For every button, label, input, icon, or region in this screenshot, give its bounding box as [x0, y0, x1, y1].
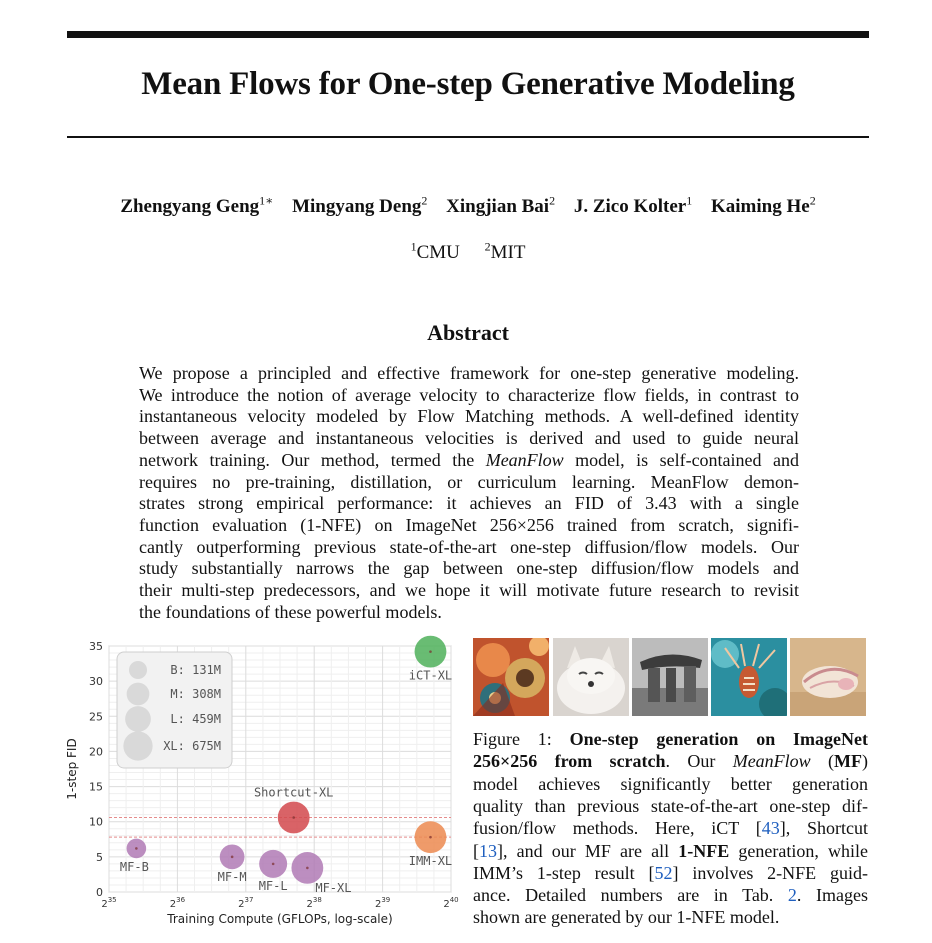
abstract-line: study substantially narrows the gap between one-step diffusion/flow models and — [139, 558, 799, 579]
y-tick-label: 20 — [89, 745, 103, 759]
generated-image-seashell — [790, 638, 866, 716]
author: Zhengyang Geng$^{1∗}$ — [120, 194, 274, 218]
y-tick-label: 25 — [89, 710, 103, 724]
data-point-center — [231, 856, 234, 859]
abstract-line: cantly outperforming previous state-of-the-art one-step diffusion/flow models. Our — [139, 536, 799, 557]
x-tick-label: $2^{37}$ — [238, 896, 254, 910]
y-tick-label: 35 — [89, 640, 103, 653]
size-legend-marker — [127, 683, 150, 706]
x-axis-label: Training Compute (GFLOPs, log-scale) — [167, 912, 393, 926]
size-legend-label: M: 308M — [170, 687, 221, 701]
data-point-center — [135, 847, 138, 850]
author-list — [40, 194, 896, 218]
generated-image-sea-anemone — [473, 638, 549, 716]
size-legend-label: L: 459M — [170, 712, 221, 726]
data-point-center — [292, 816, 295, 819]
caption-line: IMM’s 1-step result [52] involves 2-NFE guid- — [473, 862, 869, 883]
abstract-line: instantaneous velocity modeled by Flow Matching methods. A well-defined identity — [139, 406, 799, 427]
size-legend-marker — [129, 661, 147, 679]
author: Xingjian Bai$^2$ — [446, 194, 556, 218]
chart-canvas — [60, 634, 460, 934]
data-point-center — [429, 650, 432, 653]
citation-link[interactable]: 43 — [761, 818, 780, 839]
data-label: MF-B — [119, 860, 149, 875]
generated-image-lionfish — [711, 638, 787, 716]
generated-image-arctic-fox — [553, 638, 629, 716]
data-label: MF-L — [258, 878, 288, 893]
caption-line: ance. Detailed numbers are in Tab. 2. Images — [473, 885, 868, 906]
abstract-line: network training. Our method, termed the MeanFlow model, is self-contained and — [139, 449, 799, 470]
size-legend-label: B: 131M — [170, 663, 221, 677]
affiliations — [67, 240, 869, 264]
data-label: iCT-XL — [408, 668, 453, 683]
y-axis-label: 1-step FID — [65, 738, 79, 800]
abstract-line: strates strong empirical performance: it achieves an FID of 3.43 with a single — [139, 493, 799, 514]
title-rule — [67, 136, 869, 138]
author: Mingyang Deng$^2$ — [292, 194, 428, 218]
data-point-center — [429, 836, 432, 839]
caption-line: fusion/flow methods. Here, iCT [43], Shortcut — [473, 818, 868, 839]
data-label: Shortcut-XL — [253, 785, 334, 800]
abstract-line: requires no pre-training, distillation, or curriculum learning. MeanFlow demon- — [139, 471, 799, 492]
abstract-line: We introduce the notion of average velocity to characterize flow fields, in contrast to — [139, 384, 799, 405]
size-legend-marker — [123, 731, 152, 760]
affiliation: $^2$MIT — [484, 240, 526, 264]
abstract-line: their multi-step predecessors, and we hope it will motivate future research to revisit — [139, 580, 799, 600]
data-label: IMM-XL — [408, 854, 453, 869]
generated-image-stone-dolmen — [632, 638, 708, 716]
abstract-line: the foundations of these powerful models. — [139, 601, 442, 622]
data-point-center — [272, 863, 275, 866]
size-legend-label: XL: 675M — [163, 739, 221, 753]
caption-line: [13], and our MF are all 1-NFE generation, while — [473, 840, 868, 861]
x-tick-label: $2^{39}$ — [374, 896, 391, 910]
paper-title: Mean Flows for One-step Generative Modeling — [141, 66, 795, 102]
caption-line: quality than previous state-of-the-art one-step dif- — [473, 795, 868, 816]
abstract-line: function evaluation (1-NFE) on ImageNet 256×256 trained from scratch, signifi- — [139, 514, 799, 535]
y-tick-label: 15 — [89, 780, 103, 794]
caption-line: Figure 1: One-step generation on ImageNet — [473, 729, 868, 749]
size-legend-marker — [125, 706, 151, 732]
x-tick-label: $2^{40}$ — [443, 896, 459, 910]
citation-link[interactable]: 52 — [654, 862, 673, 883]
data-label: MF-XL — [315, 880, 352, 895]
y-tick-label: 30 — [89, 675, 103, 689]
author: J. Zico Kolter$^1$ — [573, 194, 693, 218]
top-rule — [67, 31, 869, 38]
citation-link[interactable]: 13 — [479, 840, 497, 861]
citation-link[interactable]: 2 — [787, 885, 797, 906]
y-tick-label: 5 — [96, 850, 103, 864]
caption-line: 256×256 from scratch. Our MeanFlow (MF) — [473, 751, 869, 772]
abstract-heading: Abstract — [427, 320, 509, 345]
data-label: MF-M — [217, 870, 247, 885]
caption-line: shown are generated by our 1-NFE model. — [473, 907, 780, 928]
x-tick-label: $2^{36}$ — [169, 896, 186, 910]
y-tick-label: 0 — [96, 886, 103, 899]
fid-vs-compute-chart — [60, 634, 460, 934]
affiliation: $^1$CMU — [410, 240, 460, 264]
author: Kaiming He$^2$ — [710, 194, 816, 218]
abstract-line: between average and instantaneous velocities is derived and used to guide neural — [139, 428, 799, 449]
data-point-center — [306, 867, 309, 870]
x-tick-label: $2^{35}$ — [101, 896, 117, 910]
abstract-line: We propose a principled and effective framework for one-step generative modeling. — [139, 363, 799, 383]
y-tick-label: 10 — [89, 815, 103, 829]
x-tick-label: $2^{38}$ — [306, 896, 322, 910]
caption-line: model achieves significantly better generation — [473, 773, 868, 794]
